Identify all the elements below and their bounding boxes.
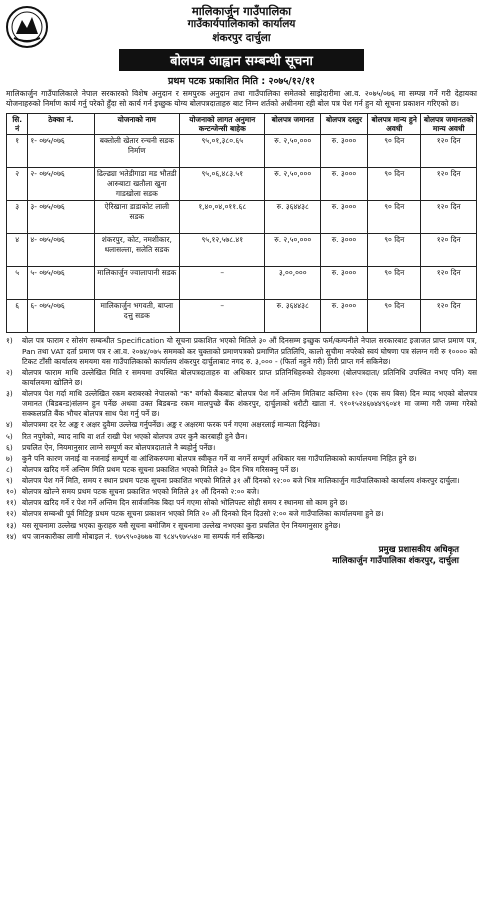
cell-contract: २- ०७५/०७६ — [28, 168, 94, 201]
cell-bond-validity: १२० दिन — [421, 234, 477, 267]
cell-bond: ३,००,००० — [265, 267, 321, 300]
nepal-emblem-icon — [4, 4, 50, 50]
col-header-cost: योजनाको लागत अनुमान कन्टन्जेन्सी बाहेक — [180, 113, 265, 135]
cell-sn: २ — [7, 168, 28, 201]
term-text: बोलपत्र पेश गर्दा माथि उल्लेखित रकम बराबरको नेपालको "क" वर्गको बैंकबाट बोलपत्र पेश गर्ने अन्तिम मितिबाट कम्तिमा १२० (एक सय बिस) दिन म्याद भएको बोलपत्र जमानत (बिडबन्ड)संलग्न हुन पर्नेछ अथवा उक्त बिडबन्ड रकम मालपुच्छे बैंक शंकरपुर, दार्चुलाको धरौटी खाता नं. ९१०१५२४६७४४९६०४१ मा जम्मा गरी जम्मा गरेको सक्कलप्रति बैंक भौचर बोलपत्र साथ पेश गर्नु पर्ने छ। — [22, 389, 477, 419]
cell-bond: रु. २,५०,००० — [265, 234, 321, 267]
cell-name: मालिकार्जुन भगवती, बाप्ला दत्तु सडक — [94, 300, 179, 333]
list-item — [6, 532, 477, 542]
term-text: बोलपत्र सम्बन्धी पूर्व मिटिङ्ग प्रथम पटक सूचना प्रकाशन भएको मिति २० औं दिनको दिन दिउसो २:०० बजे गाउँपालिका कार्यालयमा हुने छ। — [22, 509, 384, 519]
cell-cost: ९५,१२,५७८.४१ — [180, 234, 265, 267]
cell-bond-validity: १२० दिन — [421, 135, 477, 168]
list-item — [6, 389, 477, 419]
table-header-row — [7, 113, 477, 135]
term-text: बोलपत्र खरिद गर्ने र पेश गर्ने अन्तिम दिन सार्वजनिक बिदा पर्न गएमा सोको भोलिपल्ट सोही समय र स्थानमा सो काम हुने छ। — [22, 498, 348, 508]
term-number: ८) — [6, 464, 13, 474]
cell-bond-validity: १२० दिन — [421, 201, 477, 234]
list-item — [6, 454, 477, 464]
list-item — [6, 420, 477, 430]
col-header-name: योजनाको नाम — [94, 113, 179, 135]
terms-list — [6, 336, 477, 541]
cell-bond-validity: १२० दिन — [421, 300, 477, 333]
cell-sn: १ — [7, 135, 28, 168]
table-row — [7, 267, 477, 300]
cell-fee: रु. ३००० — [321, 234, 368, 267]
cell-name: ऐरिखाना डाडाकोट लाली सडक — [94, 201, 179, 234]
term-number: १२) — [6, 509, 17, 519]
col-header-fee: बोलपत्र दस्तुर — [321, 113, 368, 135]
col-header-bond-validity: बोलपत्र जमानतको मान्य अवधी — [421, 113, 477, 135]
signature-block — [6, 545, 477, 568]
list-item — [6, 465, 477, 475]
signatory-org: मालिकार्जुन गाउँपालिका शंकरपुर, दार्चुला — [332, 556, 459, 567]
cell-bond: रु. ३६४४३८ — [265, 201, 321, 234]
list-item — [6, 336, 477, 366]
col-header-sn: सि. नं — [7, 113, 28, 135]
list-item — [6, 432, 477, 442]
term-text: बोलपत्र फाराम माथि उल्लेखित मिति र समयमा उपस्थित बोलपत्रदाताहरु वा अधिकार प्राप्त प्रतिनिधिहरुको रोहवरमा (बोलपत्रदाता/ प्रतिनिधि उपस्थित नभए पनि) यस कार्यालयमा खोलिने छ। — [22, 367, 477, 387]
cell-name: बक्तोली खेतार रन्चनी सडक निर्माण — [94, 135, 179, 168]
cell-contract: ६- ०७५/०७६ — [28, 300, 94, 333]
table-row — [7, 234, 477, 267]
cell-name: मालिकार्जुन ज्वालापानी सडक — [94, 267, 179, 300]
cell-validity: ९० दिन — [368, 234, 421, 267]
cell-validity: ९० दिन — [368, 201, 421, 234]
col-header-bond: बोलपत्र जमानत — [265, 113, 321, 135]
org-name: मालिकार्जुन गाउँपालिका — [191, 4, 292, 18]
cell-cost: – — [180, 300, 265, 333]
cell-validity: ९० दिन — [368, 300, 421, 333]
table-row — [7, 135, 477, 168]
term-number: १) — [6, 336, 13, 346]
cell-fee: रु. ३००० — [321, 168, 368, 201]
term-number: ११) — [6, 498, 17, 508]
cell-validity: ९० दिन — [368, 135, 421, 168]
list-item — [6, 443, 477, 453]
cell-contract: ५- ०७५/०७६ — [28, 267, 94, 300]
cell-fee: रु. ३००० — [321, 300, 368, 333]
term-text: कुनै पनि कारण जनाई वा नजनाई सम्पूर्ण वा आंशिकरुपमा बोलपत्र स्वीकृत गर्ने वा नगर्ने सम्पूर्ण अधिकार यस गाउँपालिकाको कार्यालयमा निहित हुने छ। — [22, 453, 417, 463]
office-name: गाउँकार्यपालिकाको कार्यालय — [187, 18, 296, 31]
letterhead — [6, 4, 477, 45]
cell-cost: १,४०,०४,०११.६८ — [180, 201, 265, 234]
cell-contract: १- ०७५/०७६ — [28, 135, 94, 168]
cell-validity: ९० दिन — [368, 168, 421, 201]
table-row — [7, 300, 477, 333]
term-number: ४) — [6, 420, 13, 430]
term-number: १४) — [6, 531, 17, 541]
table-row — [7, 201, 477, 234]
publication-date: प्रथम पटक प्रकाशित मिति : २०७५/१२/११ — [168, 75, 315, 87]
col-header-validity: बोलपत्र मान्य हुने अवधी — [368, 113, 421, 135]
cell-cost: – — [180, 267, 265, 300]
cell-name: ढिल्ढ्या भतेडीगाडा मड भौतडी आरुबाटा खतौला खुना गाडखोला सडक — [94, 168, 179, 201]
col-header-contract: ठेक्का नं. — [28, 113, 94, 135]
table-row — [7, 168, 477, 201]
term-number: २) — [6, 367, 13, 377]
term-text: बोल पत्र फाराम र सोसंग सम्बन्धीत Specification यो सूचना प्रकाशित भएको मितिले ३० औं दिनसम्म इच्छुक फर्म/कम्पनीले नेपाल सरकारबाट इजाजत प्राप्त प्रमाण पत्र, Pan तथा VAT दर्ता प्रमाण पत्र र आ.व. २०७४/०७५ सममको कर चुक्ताको प्रमाणपत्रको प्रमाणित प्रतिलिपि, कालो सुचीमा नपरेको स्वयं घोषणा पत्र संलग्न गरी रु १०००० को टिकट टाँसी कार्यालय समयमा यस गाउँपालिकाको कार्यालय शंकरपुर दार्चुलाबाट नगद रु. ३,००० - (फिर्ता नहुने गरी) तिरी प्राप्त गर्न सकिनेछ। — [22, 336, 477, 366]
term-number: ७) — [6, 453, 13, 463]
term-number: १३) — [6, 520, 17, 530]
bid-table — [6, 113, 477, 334]
cell-fee: रु. ३००० — [321, 201, 368, 234]
cell-name: शंकरपुर, कोट, नमशीकार, थलासल्ला, सलेति सडक — [94, 234, 179, 267]
cell-sn: ६ — [7, 300, 28, 333]
signatory-title: प्रमुख प्रशासकीय अधिकृत — [378, 544, 459, 555]
term-text: यस सूचनामा उल्लेख भएका कुराहरु यसै सूचना बमोजिम र सूचनामा उल्लेख नभएका कुरा प्रचलित ऐन नियमानुसार हुनेछ। — [22, 520, 341, 530]
cell-validity: ९० दिन — [368, 267, 421, 300]
cell-sn: ५ — [7, 267, 28, 300]
list-item — [6, 498, 477, 508]
list-item — [6, 521, 477, 531]
cell-bond: रु. ३६४४३८ — [265, 300, 321, 333]
list-item — [6, 487, 477, 497]
intro-paragraph: मालिकार्जुन गाउँपालिकाले नेपाल सरकारको विशेष अनुदान र समपुरक अनुदान तथा गाउँपालिका समेतको साझेदारीमा आ.व. २०७५/०७६ मा सम्पन्न गर्ने गरी देहायका योजनाहरुको निर्माण कार्य गर्नु परेको हुँदा सो कार्य गर्न इच्छुक योग्य बोलपत्रदाताहरु बाट निम्न शर्तको अधीनमा रही बोल पत्र पेश गर्न हुन यो सूचना प्रकाशन गरिएको छ। — [6, 88, 477, 109]
cell-sn: ३ — [7, 201, 28, 234]
cell-fee: रु. ३००० — [321, 135, 368, 168]
term-number: ३) — [6, 389, 13, 398]
cell-bond: रु. २,५०,००० — [265, 135, 321, 168]
term-text: थप जानकारीका लागी मोबाइल नं. ९७५९५०३७७७ वा ९८४५९७५५४० मा सम्पर्क गर्न सकिन्छ। — [22, 531, 265, 541]
term-text: बोलपत्र पेश गर्ने मिति, समय र स्थान प्रथम पटक सूचना प्रकाशित भएको मितिले ३१ औं दिनको १२:०० बजे भित्र मालिकार्जुन गाउँपालिकाको कार्यालय शंकरपुर दार्चुला। — [22, 476, 460, 485]
cell-bond-validity: १२० दिन — [421, 267, 477, 300]
cell-sn: ४ — [7, 234, 28, 267]
cell-bond: रु. २,५०,००० — [265, 168, 321, 201]
term-text: बोलपत्र खरिद गर्ने अन्तिम मिति प्रथम पटक सूचना प्रकाशित भएको मितिले ३० दिन भित्र गरिसक्नु पर्ने छ। — [22, 464, 299, 474]
list-item — [6, 476, 477, 486]
term-number: ९) — [6, 476, 13, 485]
term-number: १०) — [6, 487, 17, 497]
term-text: रित नपुगेको, म्याद नाघि वा शर्त राखी पेश भएको बोलपत्र उपर कुनै कारबाही हुने छैन। — [22, 431, 248, 441]
cell-contract: ४- ०७५/०७६ — [28, 234, 94, 267]
notice-title: बोलपत्र आह्वान सम्बन्धी सूचना — [119, 49, 364, 71]
term-text: प्रचलित ऐन, नियमानुसार लाग्ने सम्पूर्ण कर बोलपत्रदाताले नै ब्यहोर्नु पर्नेछ। — [22, 442, 216, 452]
term-text: बोलपत्रमा दर रेट अङ्क र अक्षर दुवैमा उल्लेख गर्नुपर्नेछ। अङ्क र अक्षरमा फरक पर्न गएमा अक्षरलाई मान्यता दिईनेछ। — [22, 420, 321, 430]
cell-bond-validity: १२० दिन — [421, 168, 477, 201]
list-item — [6, 509, 477, 519]
term-number: ५) — [6, 431, 13, 441]
term-text: बोलपत्र खोल्ने समय प्रथम पटक सूचना प्रकाशित भएको मितिले ३१ औं दिनको २:०० बजे। — [22, 487, 260, 497]
term-number: ६) — [6, 442, 13, 452]
cell-cost: ९५,०६,४८३.५१ — [180, 168, 265, 201]
list-item — [6, 368, 477, 388]
cell-fee: रु. ३००० — [321, 267, 368, 300]
cell-cost: ९५,०१,३८०.६५ — [180, 135, 265, 168]
cell-contract: ३- ०७५/०७६ — [28, 201, 94, 234]
office-address: शंकरपुर दार्चुला — [212, 31, 271, 44]
